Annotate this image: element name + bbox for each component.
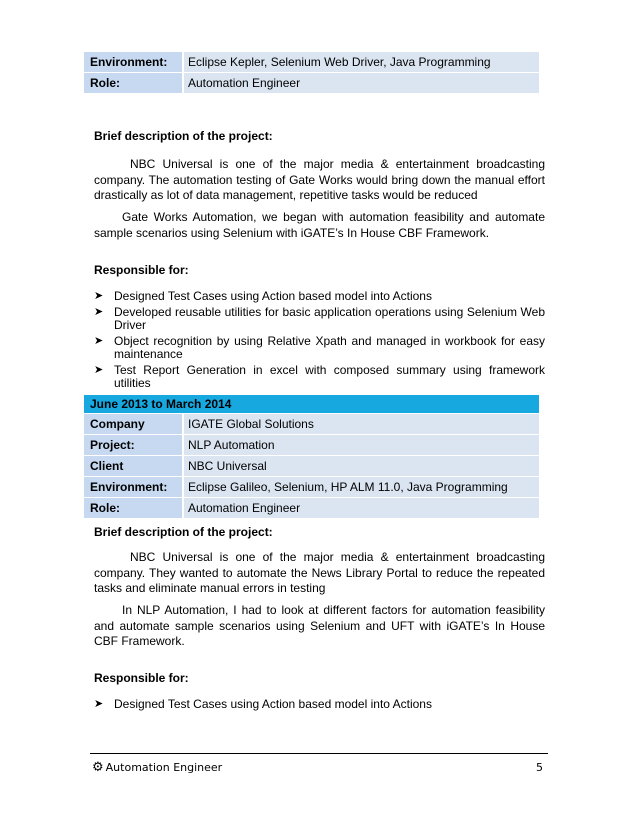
- list-item-text: Designed Test Cases using Action based model into Actions: [114, 289, 432, 303]
- row-value: Automation Engineer: [184, 498, 539, 518]
- list-item: [94, 335, 545, 362]
- row-value: IGATE Global Solutions: [184, 414, 539, 434]
- table-row: [84, 477, 539, 498]
- brief-description-heading: Brief description of the project:: [94, 129, 273, 143]
- arrow-bullet-icon: ➤: [94, 363, 104, 376]
- row-value: NLP Automation: [184, 435, 539, 455]
- list-item-text: Object recognition by using Relative Xpath and managed in workbook for easy maintenance: [114, 333, 545, 361]
- row-value: NBC Universal: [184, 456, 539, 476]
- row-key: Client: [84, 456, 184, 476]
- responsibility-list: [94, 698, 545, 714]
- row-value: Eclipse Galileo, Selenium, HP ALM 11.0, Java Programming: [184, 477, 539, 497]
- list-item: [94, 364, 545, 391]
- paragraph-text: Gate Works Automation, we began with automation feasibility and automate sample scenarios using Selenium with iGATE’s In House CBF Framework.: [94, 210, 545, 240]
- description-paragraph: [94, 550, 545, 597]
- row-key: Environment:: [84, 477, 184, 497]
- footer-text: Automation Engineer: [105, 761, 223, 774]
- table-row: [84, 414, 539, 435]
- list-item: [94, 290, 545, 304]
- list-item: [94, 698, 545, 712]
- list-item-text: Developed reusable utilities for basic application operations using Selenium Web Driver: [114, 304, 545, 332]
- arrow-bullet-icon: ➤: [94, 698, 104, 710]
- description-paragraph: [94, 603, 545, 650]
- paragraph-text: In NLP Automation, I had to look at different factors for automation feasibility and automate sample scenarios using Selenium and UFT with iGATE’s In House CBF Framework.: [94, 603, 545, 648]
- footer-divider: [90, 753, 548, 754]
- arrow-bullet-icon: ➤: [94, 334, 104, 347]
- details-table-1: [84, 52, 539, 94]
- table-row: [84, 73, 539, 94]
- table-row: [84, 435, 539, 456]
- row-key: Role:: [84, 498, 184, 518]
- row-value: Eclipse Kepler, Selenium Web Driver, Java Programming: [184, 52, 539, 72]
- paragraph-text: NBC Universal is one of the major media & entertainment broadcasting company. The automation testing of Gate Works would bring down the manual effort drastically as lot of data management, repetitive tasks would be reduced: [94, 157, 545, 202]
- table-row: [84, 52, 539, 73]
- arrow-bullet-icon: ➤: [94, 290, 104, 302]
- brief-description-heading: Brief description of the project:: [94, 525, 273, 539]
- arrow-bullet-icon: ➤: [94, 305, 104, 318]
- row-key: Environment:: [84, 52, 184, 72]
- list-item-text: Designed Test Cases using Action based model into Actions: [114, 697, 432, 711]
- row-key: Company: [84, 414, 184, 434]
- details-table-2: [84, 395, 539, 519]
- page-number: 5: [536, 761, 543, 774]
- description-paragraph: [94, 210, 545, 241]
- list-item: [94, 306, 545, 333]
- list-item-text: Test Report Generation in excel with composed summary using framework utilities: [114, 362, 545, 390]
- row-key: Role:: [84, 73, 184, 93]
- row-value: Automation Engineer: [184, 73, 539, 93]
- paragraph-text: NBC Universal is one of the major media & entertainment broadcasting company. They wanted to automate the News Library Portal to reduce the repeated tasks and eliminate manual errors in testing: [94, 550, 545, 595]
- footer-label: [92, 760, 222, 775]
- gear-icon: ⚙: [92, 760, 104, 775]
- responsibility-list: [94, 290, 545, 393]
- table-row: [84, 456, 539, 477]
- row-key: Project:: [84, 435, 184, 455]
- responsible-heading: Responsible for:: [94, 263, 189, 277]
- responsible-heading: Responsible for:: [94, 671, 189, 685]
- description-paragraph: [94, 157, 545, 204]
- date-range-header: June 2013 to March 2014: [84, 395, 539, 414]
- table-row: [84, 498, 539, 519]
